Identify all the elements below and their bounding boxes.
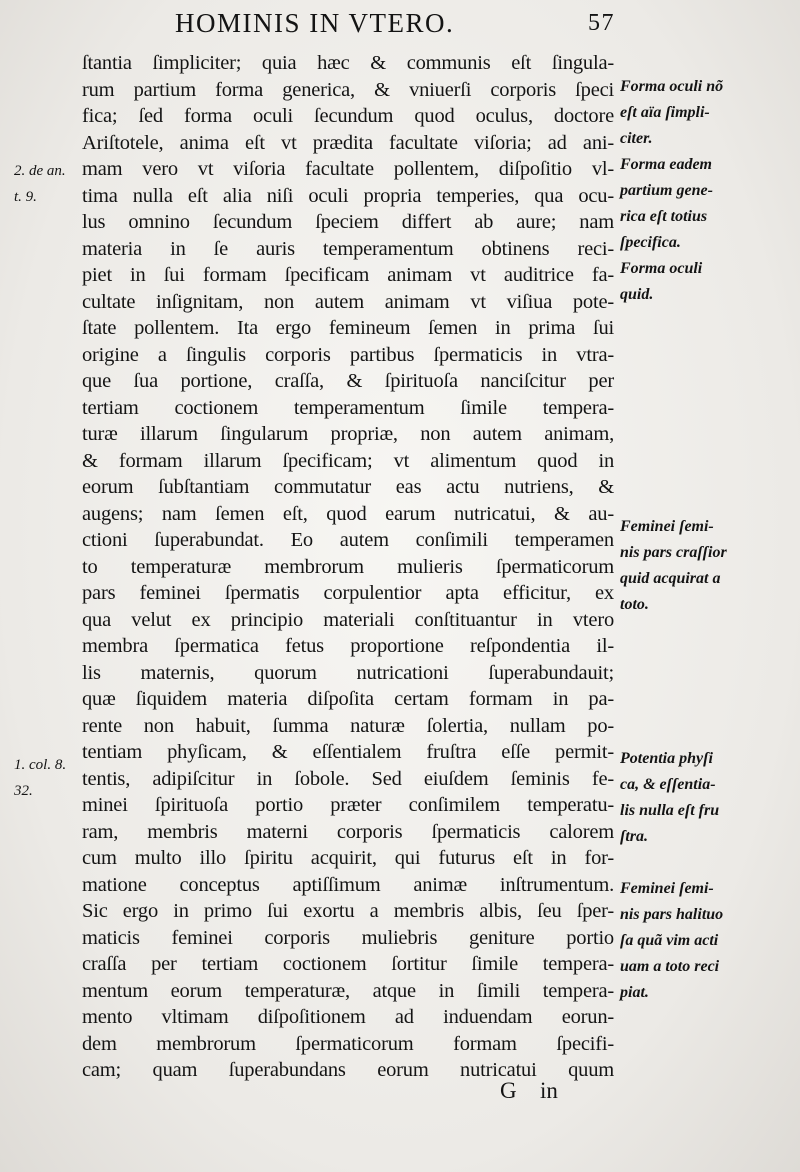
text-line: eorum ſubſtantiam commutatur eas actu nutriens, &	[82, 476, 614, 498]
text-line: que ſua portione, craſſa, & ſpirituoſa nanciſcitur per	[82, 370, 614, 392]
side-note-2	[620, 152, 792, 256]
signature-mark: G	[500, 1078, 517, 1103]
side-note-line: Forma oculi	[620, 260, 703, 277]
text-line: ctioni ſuperabundat. Eo autem conſimili temperamen	[82, 529, 614, 551]
text-line: ſtantia ſimpliciter; quia hæc & communis eſt ſingula-	[82, 52, 614, 74]
side-note-line: Forma oculi nõ	[620, 78, 724, 95]
side-note-line: rica eſt totius	[620, 208, 708, 225]
catchword: in	[540, 1078, 558, 1103]
left-margin-note-1	[14, 158, 66, 210]
left-note-line: 32.	[14, 783, 33, 799]
left-note-line: 2. de an.	[14, 163, 66, 179]
text-line: membra ſpermatica fetus proportione reſpondentia il-	[82, 635, 614, 657]
main-text-block	[82, 50, 614, 1084]
side-note-line: partium gene-	[620, 182, 713, 199]
text-line: origine a ſingulis corporis partibus ſpermaticis in vtra-	[82, 343, 614, 366]
side-note-4	[620, 514, 792, 618]
text-line: mam vero vt viſoria facultate pollentem, diſpoſitio vl-	[82, 158, 614, 180]
side-note-line: ca, & eſſentia-	[620, 776, 716, 793]
text-line: ram, membris materni corporis ſpermaticis calorem	[82, 820, 614, 843]
text-line: pars feminei ſpermatis corpulentior apta efficitur, ex	[82, 582, 614, 604]
side-note-line: citer.	[620, 130, 653, 147]
side-note-line: Forma eadem	[620, 156, 712, 173]
text-line: lis maternis, quorum nutricationi ſuperabundauit;	[82, 661, 614, 684]
text-line: tentiam phyſicam, & eſſentialem fruſtra eſſe permit-	[82, 741, 614, 763]
page-number: 57	[588, 10, 615, 36]
text-line: augens; nam ſemen eſt, quod earum nutricatui, & au-	[82, 502, 614, 525]
text-line: tima nulla eſt alia niſi oculi propria temperies, qua ocu-	[82, 184, 614, 207]
side-note-6	[620, 876, 792, 1006]
side-note-line: nis pars craſſior	[620, 544, 727, 561]
left-note-line: t. 9.	[14, 189, 37, 205]
side-note-line: Feminei ſemi-	[620, 518, 714, 535]
side-note-line: quid acquirat a	[620, 570, 721, 587]
text-line: to temperaturæ membrorum mulieris ſpermaticorum	[82, 555, 614, 578]
side-note-1	[620, 74, 792, 152]
text-line: rente non habuit, ſumma naturæ ſolertia, nullam po-	[82, 714, 614, 737]
left-margin-note-2	[14, 752, 66, 804]
side-note-line: Feminei ſemi-	[620, 880, 714, 897]
text-line: Ariſtotele, anima eſt vt prædita facultate viſoria; ad ani-	[82, 131, 614, 154]
running-title: HOMINIS IN VTERO.	[175, 8, 455, 38]
left-note-line: 1. col. 8.	[14, 757, 67, 773]
text-line: matione conceptus aptiſſimum animæ inſtrumentum.	[82, 873, 614, 896]
side-note-line: toto.	[620, 596, 649, 613]
text-line: cam; quam ſuperabundans eorum nutricatui quum	[82, 1059, 614, 1081]
side-note-line: quid.	[620, 286, 654, 303]
text-line: materia in ſe auris temperamentum obtinens reci-	[82, 237, 614, 260]
text-line: tertiam coctionem temperamentum ſimile tempera-	[82, 396, 614, 419]
text-line: turæ illarum ſingularum propriæ, non autem animam,	[82, 423, 614, 445]
running-head	[175, 6, 615, 40]
text-line: qua velut ex principio materiali conſtituantur in vtero	[82, 608, 614, 631]
text-line: mento vltimam diſpoſitionem ad induendam eorun-	[82, 1006, 614, 1028]
text-line: craſſa per tertiam coctionem ſortitur ſimile tempera-	[82, 953, 614, 975]
text-line: lus omnino ſecundum ſpeciem differt ab aure; nam	[82, 211, 614, 233]
text-line: ſtate pollentem. Ita ergo femineum ſemen in prima ſui	[82, 317, 614, 339]
side-note-line: uam a toto reci	[620, 958, 720, 975]
side-note-line: piat.	[620, 984, 649, 1001]
side-note-line: eſt aïa ſimpli-	[620, 104, 710, 121]
text-line: dem membrorum ſpermaticorum formam ſpecifi-	[82, 1032, 614, 1055]
text-line: cum multo illo ſpiritu acquirit, qui futurus eſt in for-	[82, 847, 614, 869]
text-line: fica; ſed forma oculi ſecundum quod oculus, doctore	[82, 105, 614, 127]
side-note-line: ſtra.	[620, 828, 648, 845]
text-line: tentis, adipiſcitur in ſobole. Sed eiuſdem ſeminis fe-	[82, 767, 614, 790]
text-line: quæ ſiquidem materia diſpoſita certam formam in pa-	[82, 688, 614, 710]
side-note-line: Potentia phyſi	[620, 750, 713, 767]
side-note-3	[620, 256, 792, 308]
text-line: mentum eorum temperaturæ, atque in ſimili tempera-	[82, 979, 614, 1002]
text-line: & formam illarum ſpecificam; vt alimentum quod in	[82, 449, 614, 472]
side-note-5	[620, 746, 792, 850]
text-line: minei ſpirituoſa portio præter conſimilem temperatu-	[82, 794, 614, 816]
side-note-line: ſpecifica.	[620, 234, 681, 251]
text-line: maticis feminei corporis muliebris geniture portio	[82, 926, 614, 949]
side-note-line: ſa quã vim acti	[620, 932, 719, 949]
text-line: Sic ergo in primo ſui exortu a membris albis, ſeu ſper-	[82, 900, 614, 922]
side-note-line: lis nulla eſt fru	[620, 802, 720, 819]
text-line: cultate inſignitam, non autem animam vt viſiua pote-	[82, 290, 614, 313]
text-line: rum partium forma generica, & vniuerſi corporis ſpeci	[82, 78, 614, 101]
text-line: piet in ſui formam ſpecificam animam vt auditrice fa-	[82, 264, 614, 286]
side-note-line: nis pars halituo	[620, 906, 724, 923]
